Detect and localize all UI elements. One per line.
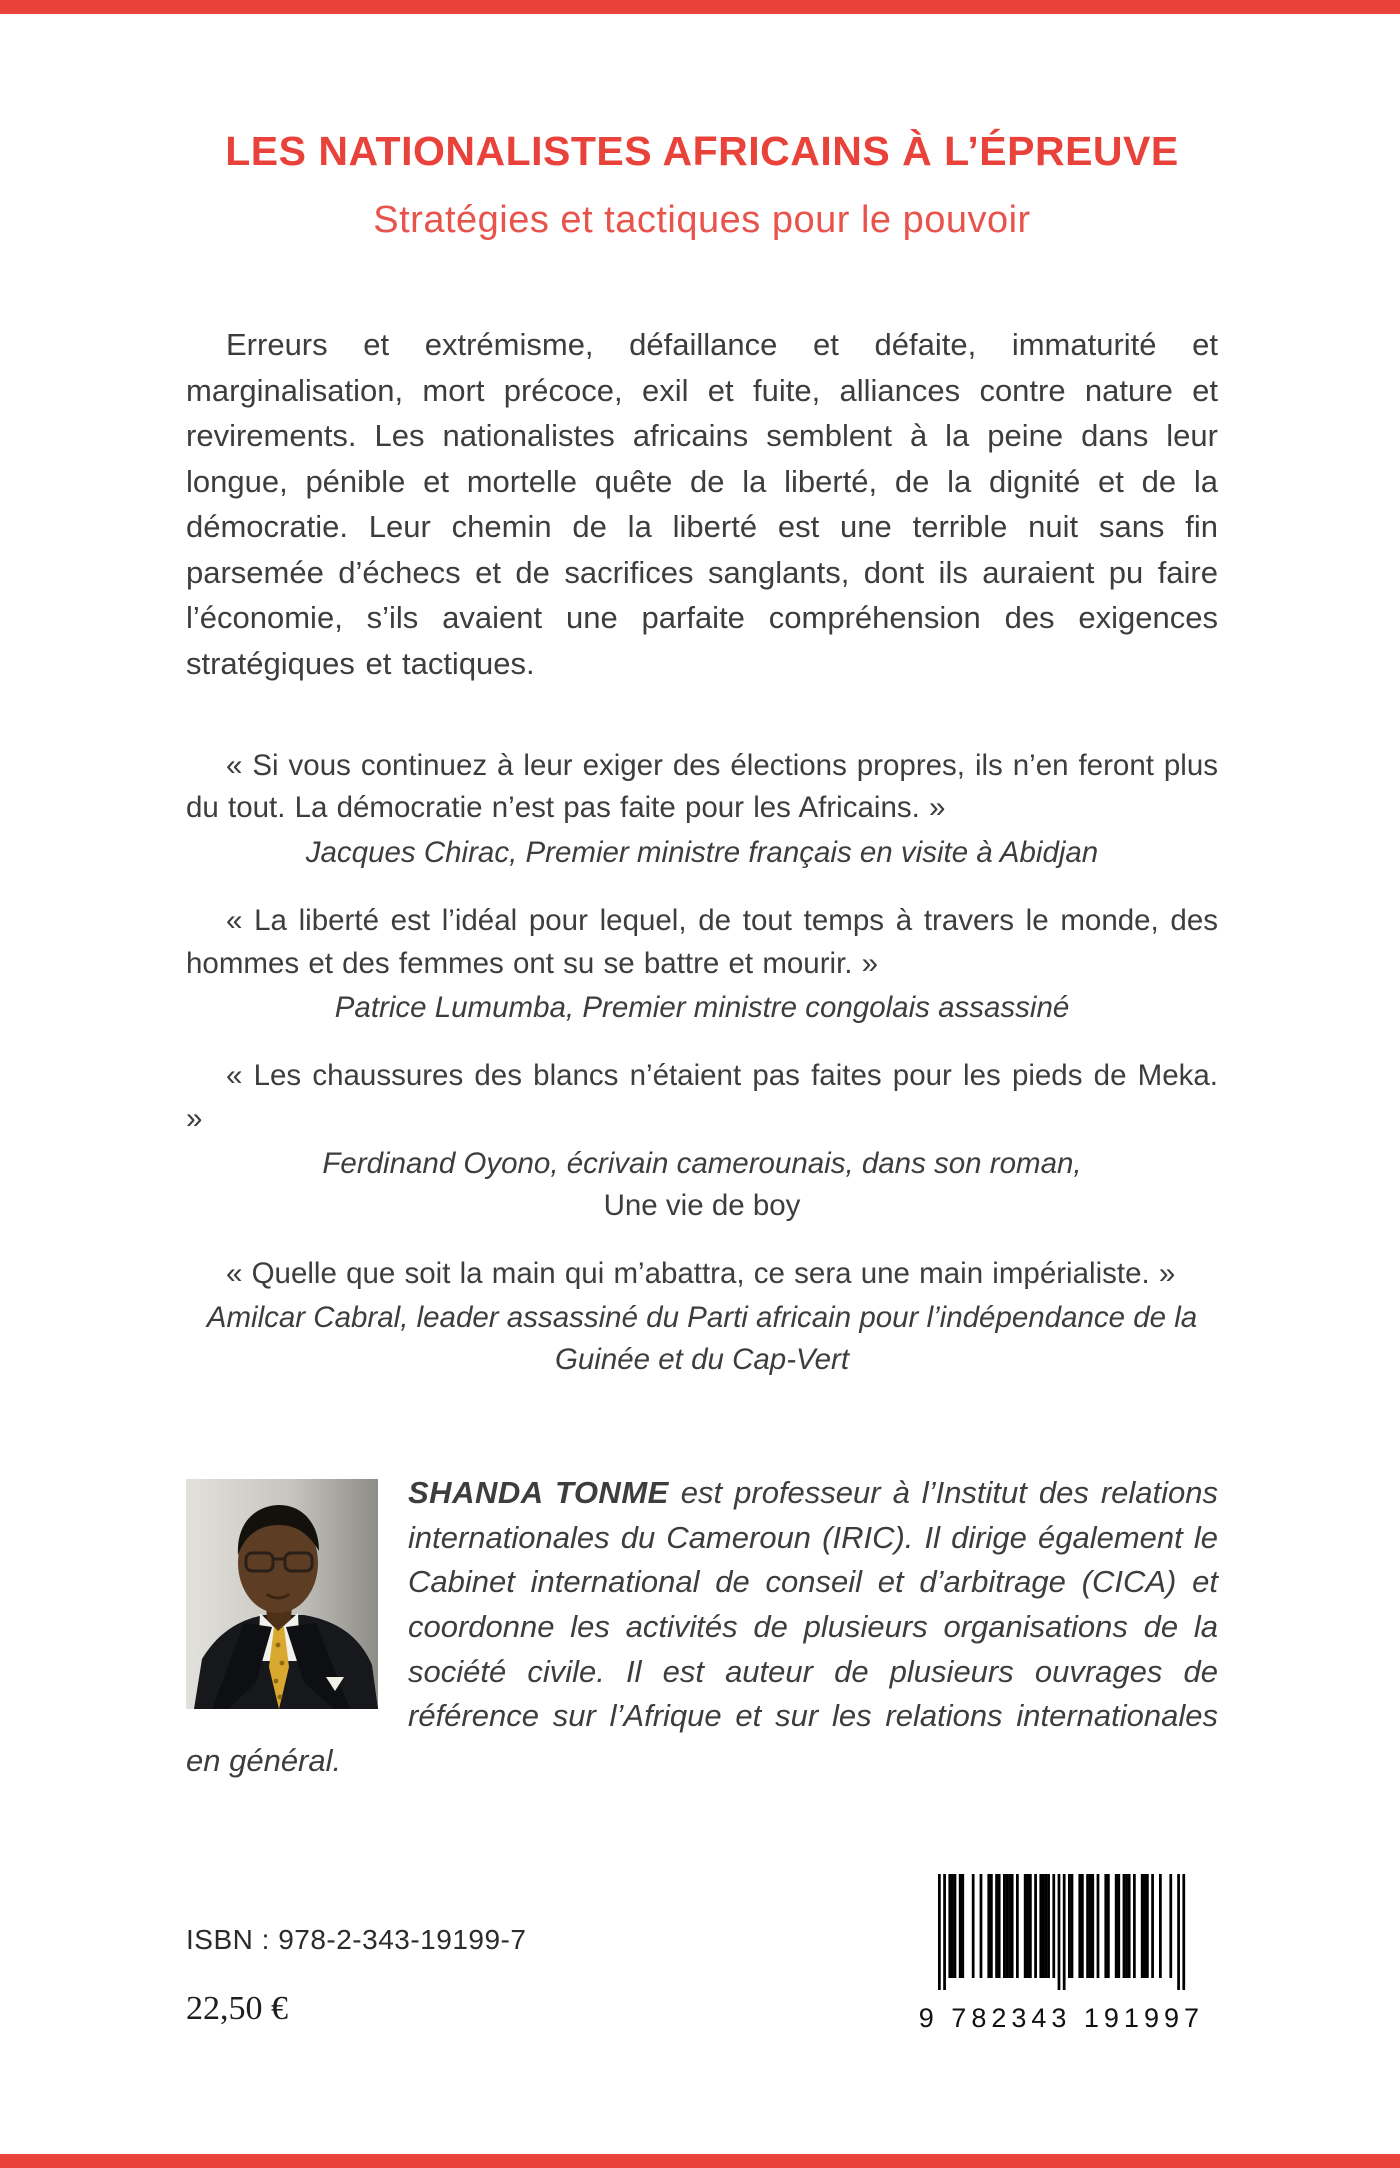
quote-attribution-text: Ferdinand Oyono, écrivain camerounais, dans son roman, xyxy=(322,1146,1082,1180)
book-title: LES NATIONALISTES AFRICAINS À L’ÉPREUVE xyxy=(225,128,1179,174)
book-subtitle: Stratégies et tactiques pour le pouvoir xyxy=(373,199,1031,241)
quote-oyono xyxy=(186,1055,1218,1226)
quote-chirac xyxy=(186,745,1218,874)
quote-attribution xyxy=(186,987,1218,1029)
quote-work-title: Une vie de boy xyxy=(603,1188,801,1222)
isbn: ISBN : 978-2-343-19199-7 xyxy=(186,1924,527,1955)
quote-cabral xyxy=(186,1253,1218,1382)
quote-attribution xyxy=(186,832,1218,874)
quote-lumumba xyxy=(186,900,1218,1029)
bottom-red-border xyxy=(0,2154,1400,2168)
quote-attribution xyxy=(186,1143,1218,1227)
barcode-number: 9 782343 191997 xyxy=(918,2003,1204,2033)
footer xyxy=(186,1872,1210,2034)
author-photo xyxy=(186,1479,378,1709)
author-bio-text: est professeur à l’Institut des relations internationales du Cameroun (IRIC). Il dirige également le Cabinet international de conseil et d’arbitrage (CICA) et coordonne les activités de plusieurs organisations de la société civile. Il est auteur de plusieurs ouvrages de référence sur l’Afrique et sur les relations internationales en général. xyxy=(186,1475,1219,1778)
barcode-bars-icon xyxy=(930,1874,1192,1992)
back-cover-blurb: Erreurs et extrémisme, défaillance et défaite, immaturité et marginalisation, mort précoce, exil et fuite, alliances contre nature et revirements. Les nationalistes africains semblent à la peine dans leur longue, pénible et mortelle quête de la liberté, de la dignité et de la démocratie. Leur chemin de la liberté est une terrible nuit sans fin parsemée d’échecs et de sacrifices sanglants, dont ils auraient pu faire l’économie, s’ils avaient une parfaite compréhension des exigences stratégiques et tactiques. xyxy=(186,327,1218,681)
quote-attribution-text: Jacques Chirac, Premier ministre français en visite à Abidjan xyxy=(305,836,1099,870)
barcode xyxy=(913,1872,1210,2034)
author-name: SHANDA TONME xyxy=(408,1475,669,1511)
quotes-section xyxy=(186,745,1218,1382)
quote-attribution xyxy=(186,1297,1218,1381)
back-cover-content xyxy=(186,0,1218,1783)
quote-attribution-text: Amilcar Cabral, leader assassiné du Parti africain pour l’indépendance de la Guinée et du Cap-Vert xyxy=(206,1301,1198,1377)
quote-text: « Quelle que soit la main qui m’abattra, ce sera une main impérialiste. » xyxy=(226,1256,1176,1290)
quote-attribution-text: Patrice Lumumba, Premier ministre congolais assassiné xyxy=(334,991,1070,1025)
quote-text: « La liberté est l’idéal pour lequel, de tout temps à travers le monde, des hommes et des femmes ont su se battre et mourir. » xyxy=(186,903,1218,980)
price: 22,50 € xyxy=(186,1990,288,2027)
isbn-price-block xyxy=(186,1924,526,2034)
quote-text: « Si vous continuez à leur exiger des élections propres, ils n’en feront plus du tout. La démocratie n’est pas faite pour les Africains. » xyxy=(186,748,1218,825)
author-bio-section xyxy=(186,1471,1218,1783)
quote-text: « Les chaussures des blancs n’étaient pas faites pour les pieds de Meka. » xyxy=(186,1059,1218,1136)
